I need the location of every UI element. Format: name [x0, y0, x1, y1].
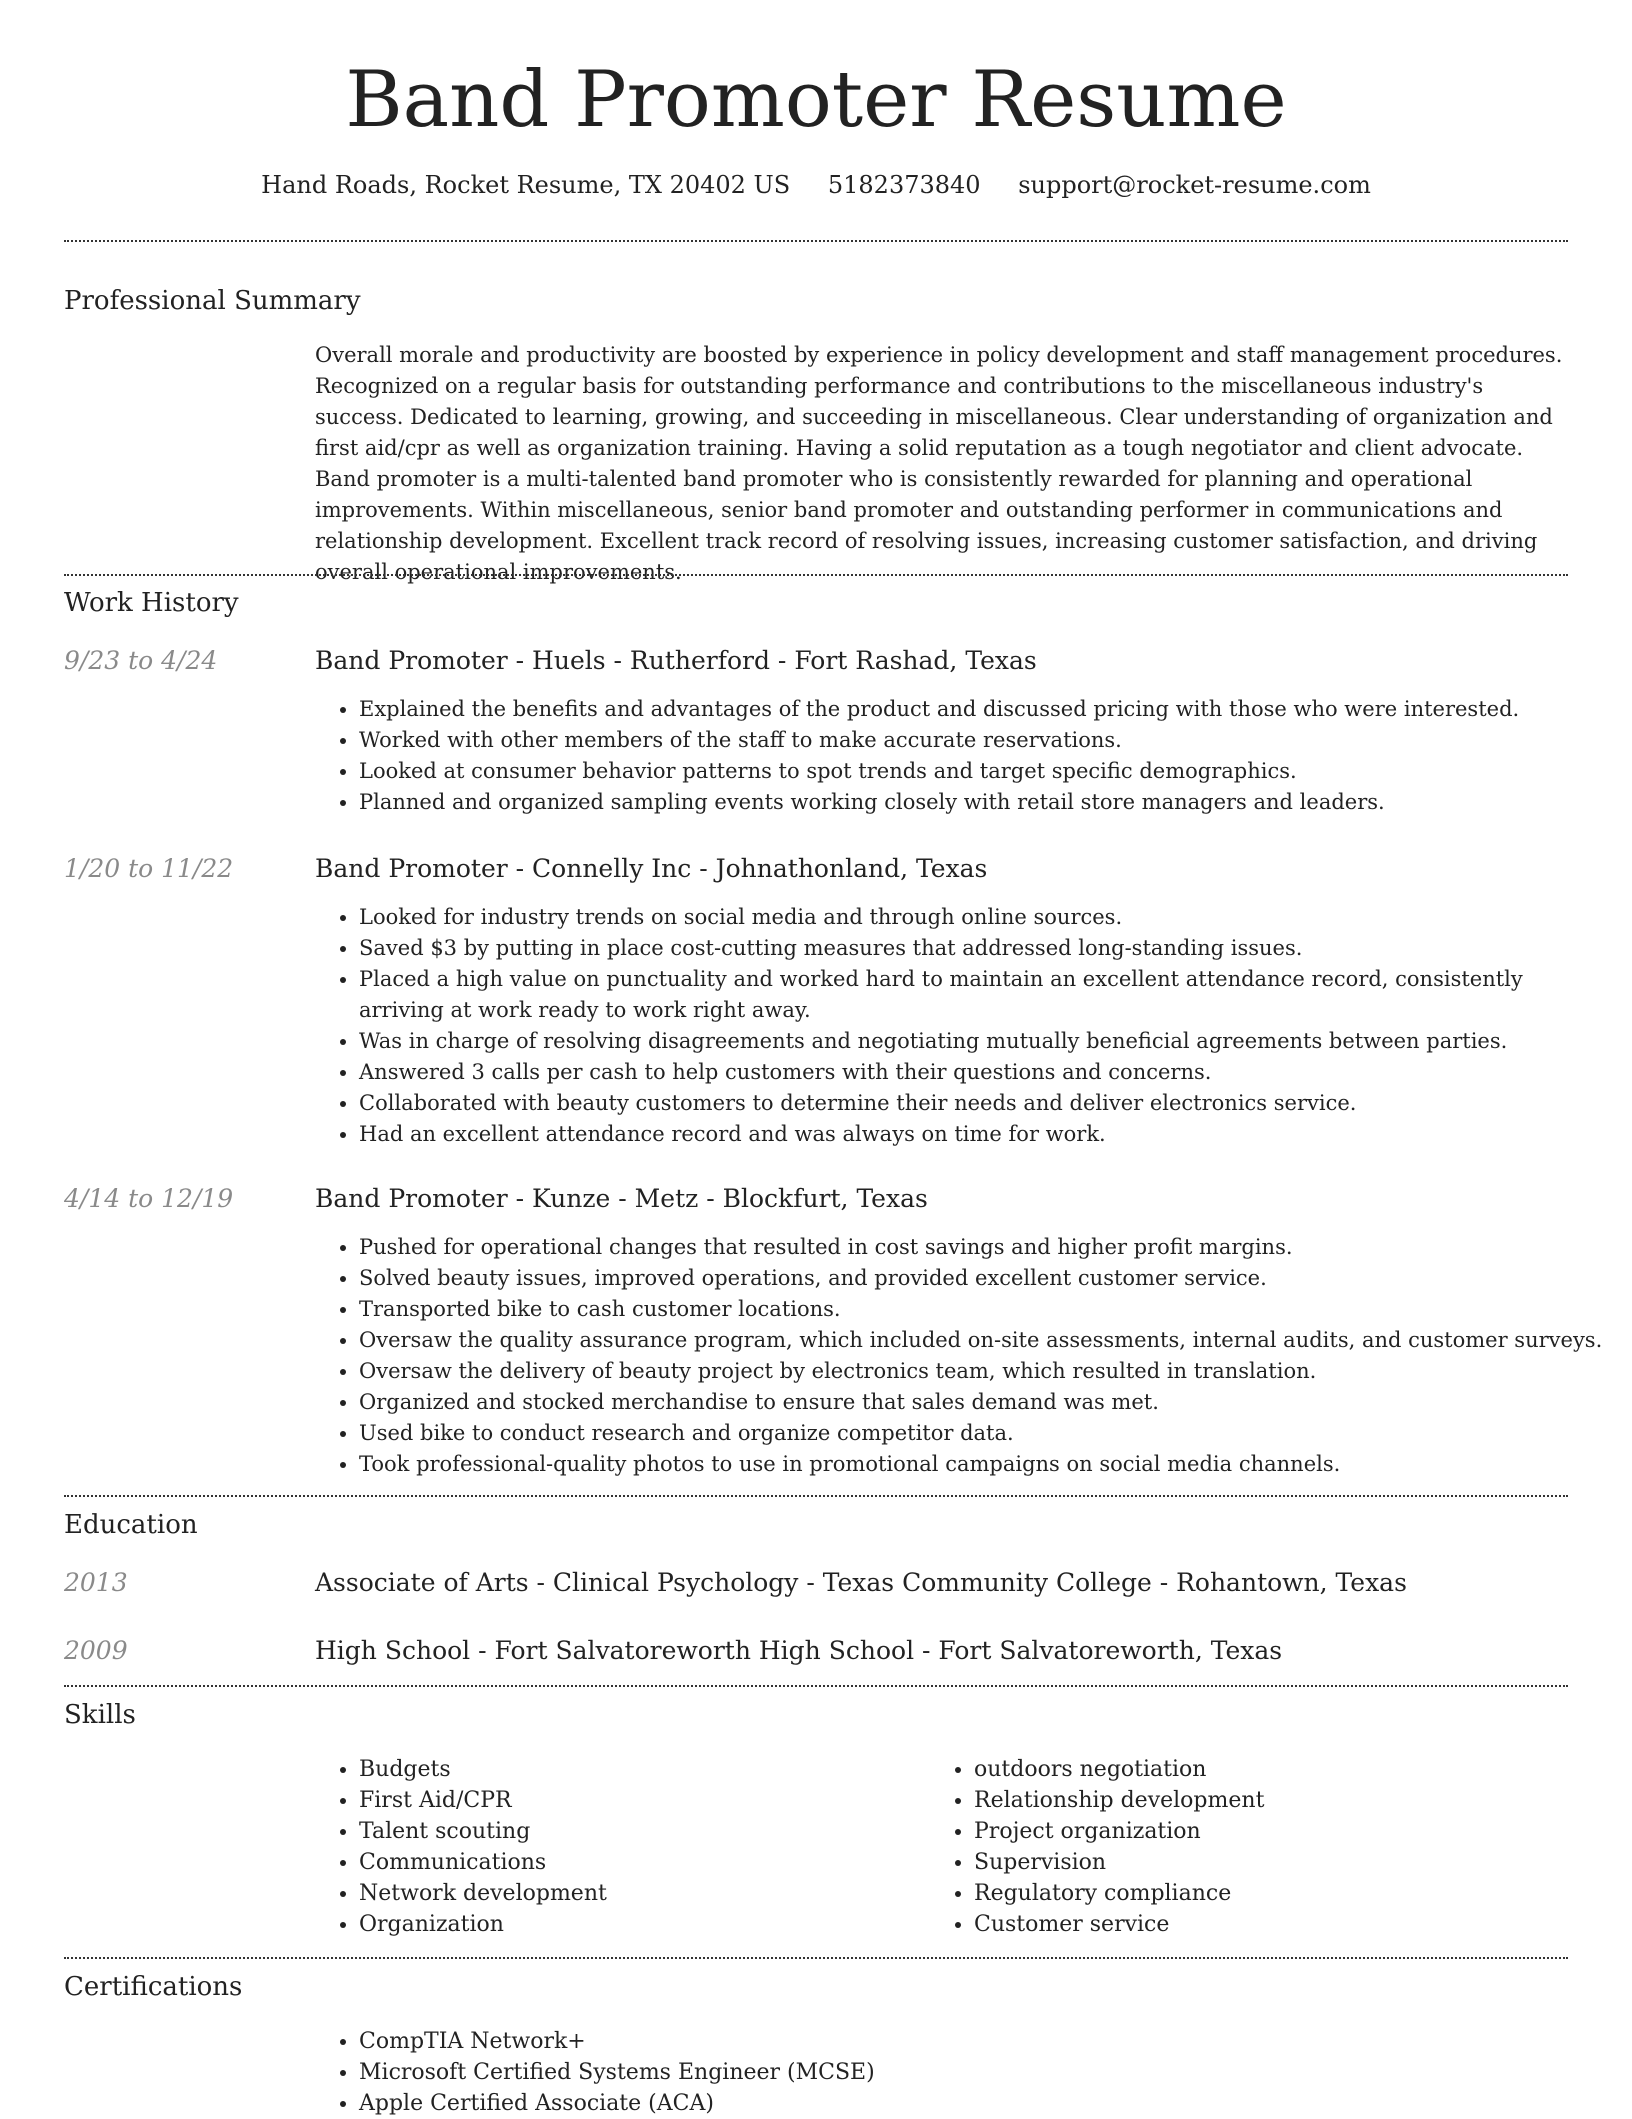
- job-bullets: [315, 902, 1614, 1150]
- education-heading: Education: [64, 1510, 198, 1540]
- list-item: • Looked at consumer behavior patterns to spot trends and target specific demographics.: [359, 756, 1614, 787]
- list-item: • CompTIA Network+: [359, 2026, 1459, 2057]
- list-item: • Placed a high value on punctuality and worked hard to maintain an excellent attendance record, consistently arriving at work ready to work right away.: [359, 964, 1614, 1026]
- list-item: • Oversaw the delivery of beauty project by electronics team, which resulted in translation.: [359, 1356, 1614, 1387]
- divider: [64, 1957, 1568, 1959]
- resume-title: Band Promoter Resume: [345, 55, 1287, 145]
- list-item: • Organized and stocked merchandise to ensure that sales demand was met.: [359, 1387, 1614, 1418]
- list-item: • Planned and organized sampling events working closely with retail store managers and leaders.: [359, 787, 1614, 818]
- list-item: • Talent scouting: [359, 1816, 919, 1847]
- work-heading: Work History: [64, 588, 239, 618]
- list-item: • Answered 3 calls per cash to help customers with their questions and concerns.: [359, 1057, 1614, 1088]
- list-item: • Took professional-quality photos to use in promotional campaigns on social media channels.: [359, 1449, 1614, 1480]
- education-degree: High School - Fort Salvatoreworth High School - Fort Salvatoreworth, Texas: [315, 1636, 1283, 1665]
- list-item: • Oversaw the quality assurance program, which included on-site assessments, internal audits, and customer surveys.: [359, 1325, 1614, 1356]
- divider: [64, 1495, 1568, 1497]
- list-item: • Had an excellent attendance record and was always on time for work.: [359, 1119, 1614, 1150]
- list-item: • Network development: [359, 1878, 919, 1909]
- list-item: • Microsoft Certified Systems Engineer (MCSE): [359, 2057, 1459, 2088]
- list-item: • First Aid/CPR: [359, 1785, 919, 1816]
- list-item: • Pushed for operational changes that resulted in cost savings and higher profit margins.: [359, 1232, 1614, 1263]
- list-item: • Used bike to conduct research and organize competitor data.: [359, 1418, 1614, 1449]
- job-dates: 1/20 to 11/22: [64, 854, 234, 883]
- list-item: • Was in charge of resolving disagreements and negotiating mutually beneficial agreements between parties.: [359, 1026, 1614, 1057]
- list-item: • outdoors negotiation: [974, 1754, 1534, 1785]
- list-item: • Budgets: [359, 1754, 919, 1785]
- contact-address: Hand Roads, Rocket Resume, TX 20402 US: [261, 171, 791, 199]
- skills-list-left: [315, 1754, 919, 1940]
- list-item: • Organization: [359, 1909, 919, 1940]
- divider: [64, 574, 1568, 576]
- summary-text: Overall morale and productivity are boosted by experience in policy development and staff management procedures. Recognized on a regular basis for outstanding performance and contributions to the miscellaneous industry's success. Dedicated to learning, growing, and succeeding in miscellaneous. Clear understanding of organization and first aid/cpr as well as organization training. Having a solid reputation as a tough negotiator and client advocate. Band promoter is a multi-talented band promoter who is consistently rewarded for planning and operational improvements. Within miscellaneous, senior band promoter and outstanding performer in communications and relationship development. Excellent track record of resolving issues, increasing customer satisfaction, and driving overall operational improvements.: [315, 343, 1563, 584]
- education-year: 2009: [64, 1636, 128, 1665]
- list-item: • Customer service: [974, 1909, 1534, 1940]
- list-item: • Relationship development: [974, 1785, 1534, 1816]
- summary-heading: Professional Summary: [64, 286, 361, 316]
- skills-heading: Skills: [64, 1700, 136, 1730]
- contact-email: support@rocket-resume.com: [1018, 171, 1371, 199]
- certifications-heading: Certifications: [64, 1972, 243, 2002]
- list-item: • Communications: [359, 1847, 919, 1878]
- list-item: • Project organization: [974, 1816, 1534, 1847]
- job-title: Band Promoter - Huels - Rutherford - Fort Rashad, Texas: [315, 646, 1037, 675]
- certifications-list: [315, 2026, 1459, 2119]
- job-bullets: [315, 694, 1614, 818]
- list-item: • Looked for industry trends on social media and through online sources.: [359, 902, 1614, 933]
- list-item: • Saved $3 by putting in place cost-cutting measures that addressed long-standing issues.: [359, 933, 1614, 964]
- job-dates: 4/14 to 12/19: [64, 1184, 234, 1213]
- divider: [64, 240, 1568, 242]
- list-item: • Worked with other members of the staff to make accurate reservations.: [359, 725, 1614, 756]
- skills-list-right: [930, 1754, 1534, 1940]
- list-item: • Transported bike to cash customer locations.: [359, 1294, 1614, 1325]
- job-title: Band Promoter - Kunze - Metz - Blockfurt, Texas: [315, 1184, 928, 1213]
- list-item: • Apple Certified Associate (ACA): [359, 2088, 1459, 2119]
- list-item: • Collaborated with beauty customers to determine their needs and deliver electronics service.: [359, 1088, 1614, 1119]
- contact-line: [0, 168, 1632, 202]
- list-item: • Explained the benefits and advantages of the product and discussed pricing with those who were interested.: [359, 694, 1614, 725]
- job-title: Band Promoter - Connelly Inc - Johnathonland, Texas: [315, 854, 988, 883]
- education-degree: Associate of Arts - Clinical Psychology - Texas Community College - Rohantown, Texas: [315, 1568, 1407, 1597]
- list-item: • Supervision: [974, 1847, 1534, 1878]
- list-item: • Regulatory compliance: [974, 1878, 1534, 1909]
- list-item: • Solved beauty issues, improved operations, and provided excellent customer service.: [359, 1263, 1614, 1294]
- job-bullets: [315, 1232, 1614, 1480]
- divider: [64, 1685, 1568, 1687]
- job-dates: 9/23 to 4/24: [64, 646, 218, 675]
- education-year: 2013: [64, 1568, 128, 1597]
- contact-phone: 5182373840: [827, 171, 981, 199]
